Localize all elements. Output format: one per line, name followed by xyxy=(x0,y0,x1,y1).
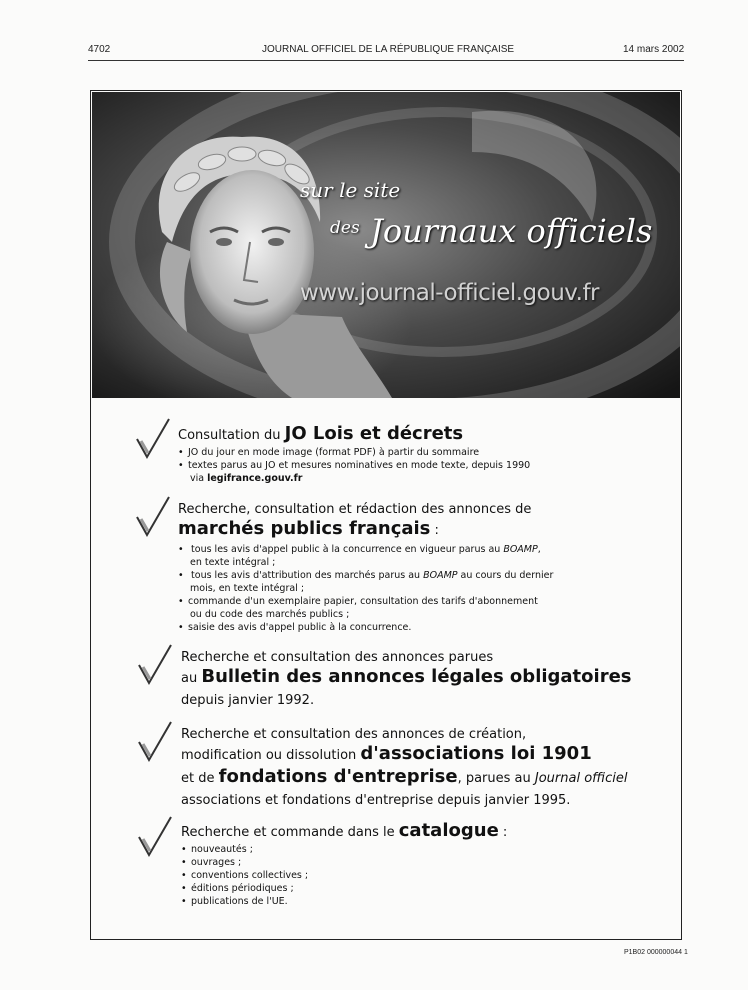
list-item: • ouvrages ; xyxy=(181,858,241,868)
section-4-line-1: Recherche et consultation des annonces de création, xyxy=(181,727,527,742)
check-icon xyxy=(135,815,175,861)
check-icon xyxy=(133,495,173,541)
section-3-line-3: depuis janvier 1992. xyxy=(181,693,315,708)
section-4-line-2: modification ou dissolution d'associations loi 1901 xyxy=(181,743,592,764)
page-number: 4702 xyxy=(88,44,111,55)
section-4-line-4: associations et fondations d'entreprise depuis janvier 1995. xyxy=(181,793,571,808)
list-item: • saisie des avis d'appel public à la concurrence. xyxy=(178,623,411,633)
section-3-title: au Bulletin des annonces légales obligatoires xyxy=(181,666,632,687)
list-item: • tous les avis d'appel public à la concurrence en vigueur parus au BOAMP, xyxy=(178,545,541,555)
list-item: • JO du jour en mode image (format PDF) à partir du sommaire xyxy=(178,448,479,458)
list-item: • publications de l'UE. xyxy=(181,897,288,907)
jo-lois-decrets: JO Lois et décrets xyxy=(284,423,464,444)
banner-line-2-big: Journaux officiels xyxy=(370,212,653,250)
section-3-line-1: Recherche et consultation des annonces parues xyxy=(181,650,494,665)
check-icon xyxy=(135,720,175,766)
list-item: • tous les avis d'attribution des marchés parus au BOAMP au cours du dernier xyxy=(178,571,553,581)
list-item-continued: ou du code des marchés publics ; xyxy=(190,609,350,620)
section-2-title: marchés publics français : xyxy=(178,518,439,539)
list-item: • commande d'un exemplaire papier, consultation des tarifs d'abonnement xyxy=(178,597,538,607)
check-icon xyxy=(135,643,175,689)
section-1-title: Consultation du JO Lois et décrets xyxy=(178,423,464,444)
banner-line-2-small: des xyxy=(330,218,360,238)
via-line: via legifrance.gouv.fr xyxy=(190,473,303,484)
list-item-continued: en texte intégral ; xyxy=(190,557,276,568)
list-item: • textes parus au JO et mesures nominatives en mode texte, depuis 1990 xyxy=(178,461,530,471)
banner-url[interactable]: www.journal-officiel.gouv.fr xyxy=(300,280,599,306)
list-item-continued: mois, en texte intégral ; xyxy=(190,583,305,594)
section-5-title: Recherche et commande dans le catalogue : xyxy=(181,820,508,841)
section-4-line-3: et de fondations d'entreprise, parues au Journal officiel xyxy=(181,766,628,787)
list-item: • éditions périodiques ; xyxy=(181,884,294,894)
header-rule xyxy=(88,60,684,61)
list-item: • nouveautés ; xyxy=(181,845,253,855)
check-icon xyxy=(133,417,173,463)
issue-date: 14 mars 2002 xyxy=(623,44,685,55)
legifrance-link[interactable]: legifrance.gouv.fr xyxy=(207,473,303,484)
section-2-line-1: Recherche, consultation et rédaction des annonces de xyxy=(178,502,532,517)
list-item: • conventions collectives ; xyxy=(181,871,308,881)
banner-line-1: sur le site xyxy=(300,178,401,202)
journal-title: JOURNAL OFFICIEL DE LA RÉPUBLIQUE FRANÇAISE xyxy=(262,44,515,55)
footer-code: P1B02 000000044 1 xyxy=(624,949,688,956)
